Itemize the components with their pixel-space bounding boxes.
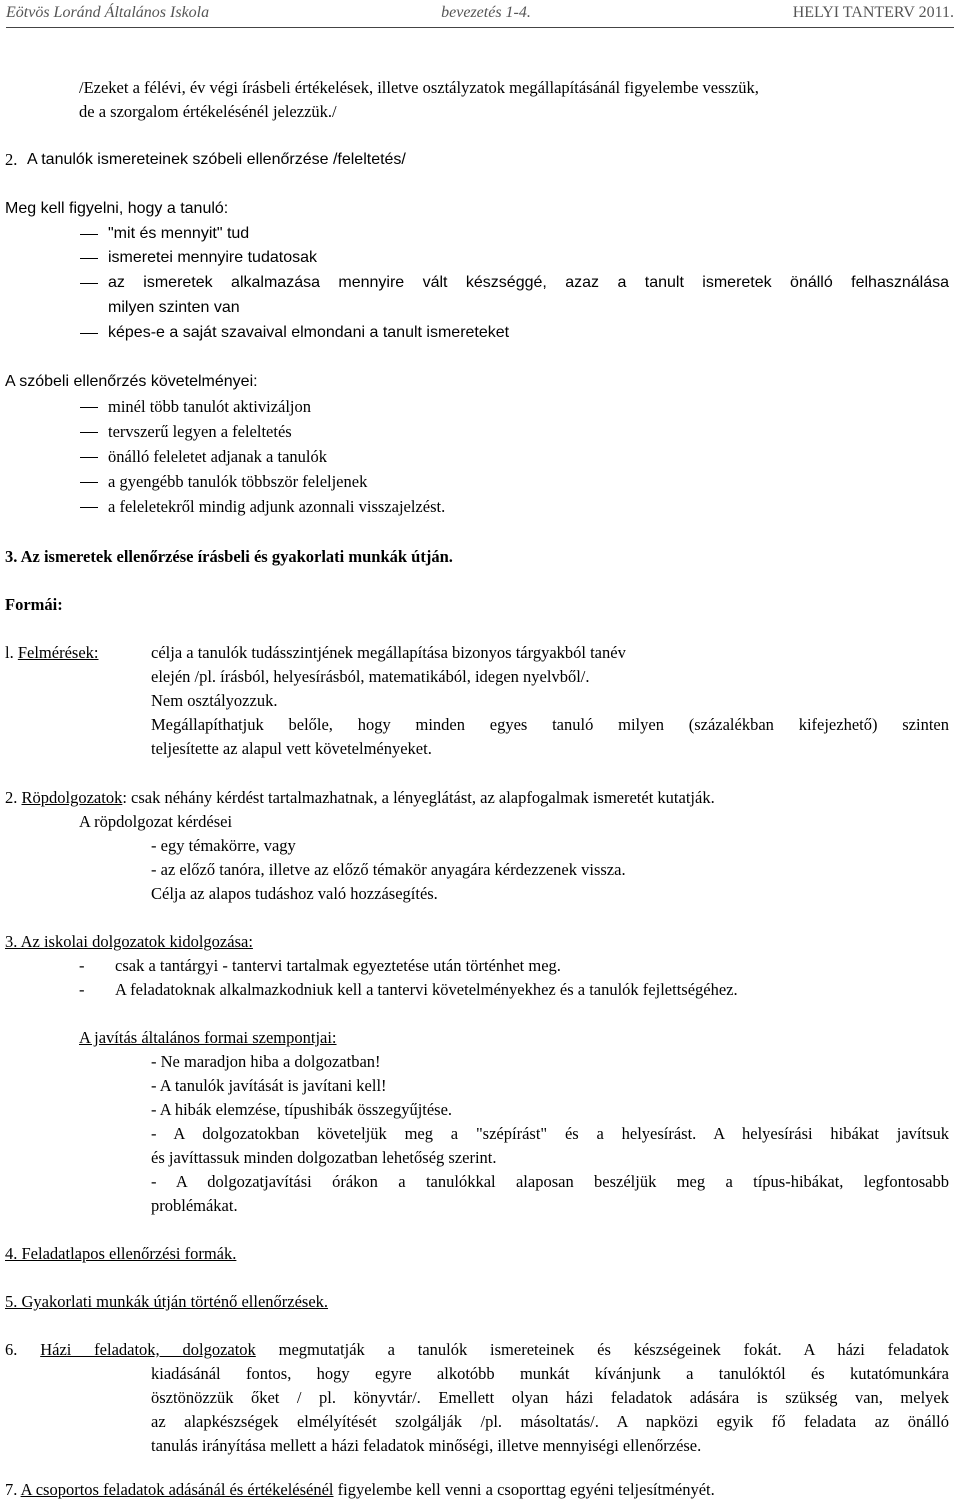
section-2-lead: Meg kell figyelni, hogy a tanuló:: [5, 200, 229, 217]
requirement-item: minél több tanulót aktivizáljon: [108, 397, 312, 416]
form-1-line: célja a tanulók tudásszintjének megállapítása bizonyos tárgyakból tanév: [151, 643, 626, 662]
bullet-dash: [80, 333, 98, 334]
bullet-dash: [80, 482, 98, 483]
form-2-line: - az előző tanóra, illetve az előző témakör anyagára kérdezzenek vissza.: [151, 860, 626, 879]
bullet-dash: [80, 283, 98, 284]
section-3-title: 3. Az ismeretek ellenőrzése írásbeli és gyakorlati munkák útján.: [5, 547, 453, 566]
form-2-line: Célja az alapos tudáshoz való hozzásegítés.: [151, 884, 438, 903]
header-rule: [6, 27, 954, 28]
form-3-dash: -: [79, 956, 85, 975]
intro-line-1: /Ezeket a félévi, év végi írásbeli értékelések, illetve osztályzatok megállapításánál figyelembe vesszük,: [79, 78, 759, 97]
bullet-dash: [80, 234, 98, 235]
form-3-dash: -: [79, 980, 85, 999]
form-4-title: 4. Feladatlapos ellenőrzési formák.: [5, 1244, 237, 1263]
bullet-dash: [80, 507, 98, 508]
form-3-item: A feladatoknak alkalmazkodniuk kell a tantervi követelményekhez és a tanulók fejlettségéhez.: [115, 980, 738, 999]
list-item: képes-e a saját szavaival elmondani a tanult ismereteket: [108, 324, 510, 341]
list-item: ismeretei mennyire tudatosak: [108, 249, 317, 266]
form-2-question-title: A röpdolgozat kérdései: [79, 812, 233, 831]
form-3-item: csak a tantárgyi - tantervi tartalmak egyeztetése után történhet meg.: [115, 956, 561, 975]
form-1-line: Nem osztályozzuk.: [151, 691, 278, 710]
requirement-item: tervszerű legyen a feleltetés: [108, 422, 292, 441]
correction-item: - A dolgozatokban követeljük meg a "szépírást" és a helyesírást. A helyesírási hibákat javítsuk: [151, 1124, 949, 1143]
section-2-title: A tanulók ismereteinek szóbeli ellenőrzése /feleltetés/: [27, 151, 406, 168]
form-2-line: 2. Röpdolgozatok: csak néhány kérdést tartalmazhatnak, a lényeglátást, az alapfogalmak ismeretét kutatják.: [5, 788, 715, 807]
form-3-title: 3. Az iskolai dolgozatok kidolgozása:: [5, 932, 253, 951]
form-2-line: - egy témakörre, vagy: [151, 836, 296, 855]
correction-title: A javítás általános formai szempontjai:: [79, 1028, 337, 1047]
header-school: Eötvös Loránd Általános Iskola: [6, 4, 210, 21]
form-6-line: kiadásánál fontos, hogy egyre alkotóbb munkát kívánjunk a tanulóktól és kutatómunkára: [151, 1364, 949, 1383]
form-6-line: tanulás irányítása mellett a házi feladatok minőségi, illetve mennyiségi ellenőrzése.: [151, 1436, 702, 1455]
requirements-title: A szóbeli ellenőrzés követelményei:: [5, 373, 258, 390]
bullet-dash: [80, 432, 98, 433]
requirement-item: önálló feleletet adjanak a tanulók: [108, 447, 327, 466]
header-title: HELYI TANTERV 2011.: [792, 4, 954, 21]
header-section: bevezetés 1-4.: [441, 4, 531, 21]
correction-item: - A dolgozatjavítási órákon a tanulókkal alaposan beszéljük meg a típus-hibákat, legfontosabb: [151, 1172, 949, 1191]
form-1-line: Megállapíthatjuk belőle, hogy minden egyes tanuló milyen (százalékban kifejezhető) szinten: [151, 715, 949, 734]
section-2-number: 2.: [5, 150, 18, 169]
requirement-item: a feleletekről mindig adjunk azonnali visszajelzést.: [108, 497, 446, 516]
form-1-label: l. Felmérések:: [5, 643, 99, 662]
form-6-first-line: 6. Házi feladatok, dolgozatok megmutatják a tanulók ismereteinek és készségeinek fokát. A házi feladatok: [5, 1340, 950, 1359]
correction-item: - Ne maradjon hiba a dolgozatban!: [151, 1052, 381, 1071]
form-1-line: teljesítette az alapul vett követelményeket.: [151, 739, 432, 758]
form-7-line: 7. A csoportos feladatok adásánál és értékelésénél figyelembe kell venni a csoporttag egyéni teljesítményét.: [5, 1480, 715, 1499]
form-1-line: elején /pl. írásból, helyesírásból, matematikából, idegen nyelvből/.: [151, 667, 590, 686]
form-5-title: 5. Gyakorlati munkák útján történő ellenőrzések.: [5, 1292, 329, 1311]
bullet-dash: [80, 457, 98, 458]
requirement-item: a gyengébb tanulók többször feleljenek: [108, 472, 368, 491]
bullet-dash: [80, 258, 98, 259]
list-item: "mit és mennyit" tud: [108, 225, 250, 242]
intro-line-2: de a szorgalom értékelésénél jelezzük./: [79, 102, 337, 121]
correction-item: és javíttassuk minden dolgozatban lehetőség szerint.: [151, 1148, 497, 1167]
correction-item: - A tanulók javítását is javítani kell!: [151, 1076, 387, 1095]
correction-item: - A hibák elemzése, típushibák összegyűjtése.: [151, 1100, 453, 1119]
list-item-continuation: milyen szinten van: [108, 299, 240, 316]
form-6-line: az alapkészségek elmélyítését szolgálják /pl. másoltatás/. A napközi egyik fő feladata az önálló: [151, 1412, 949, 1431]
forms-label: Formái:: [5, 595, 63, 614]
correction-item: problémákat.: [151, 1196, 238, 1215]
form-6-line: ösztönözzük őket / pl. könyvtár/. Emellett olyan házi feladatok adására is szükség van, melyek: [151, 1388, 949, 1407]
list-item: az ismeretek alkalmazása mennyire vált készséggé, azaz a tanult ismeretek önálló felhasználása: [108, 274, 949, 291]
bullet-dash: [80, 407, 98, 408]
